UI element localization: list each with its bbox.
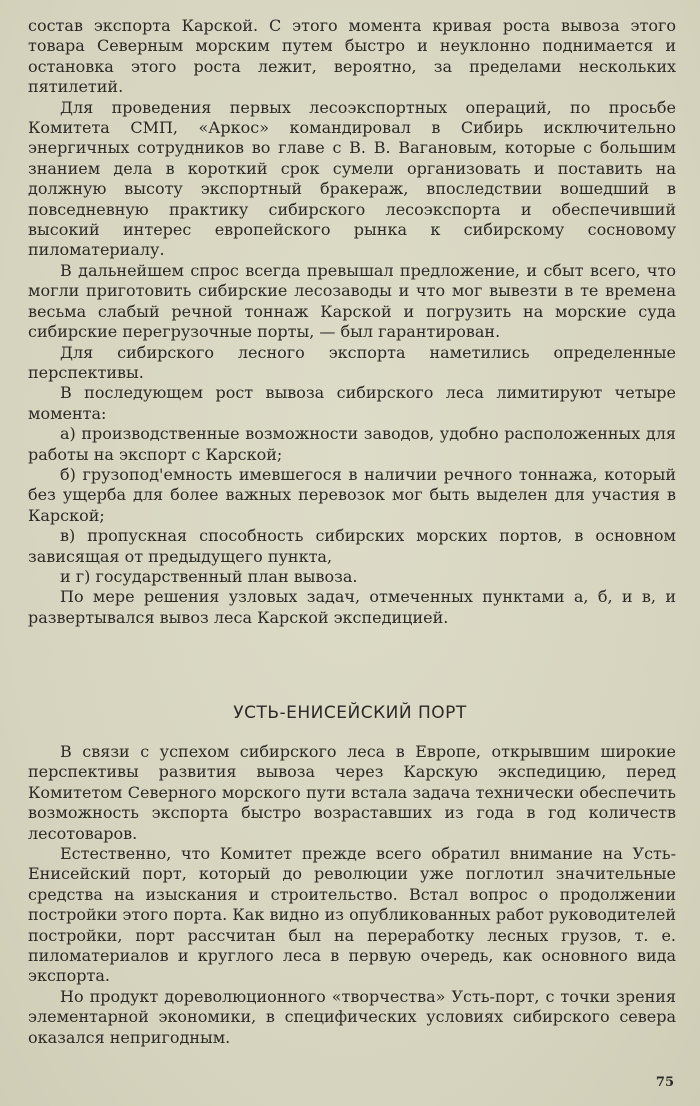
paragraph-demand: В дальнейшем спрос всегда превышал предложение, и сбыт всего, что могли приготовить сибирские лесозаводы и что мог вывезти в те времена весьма слабый речной тоннаж Карской и погрузить на морские суда сибирские перегрузочные порты, — был гарантирован. xyxy=(28,260,676,342)
paragraph-arkos: Для проведения первых лесоэкспортных операций, по просьбе Комитета СМП, «Аркос» командировал в Сибирь исключительно энергичных сотрудников во главе с В. В. Вагановым, которые с большим знанием дела в короткий срок сумели организовать и поставить на должную высоту экспортный бракераж, впоследствии вошедший в повседневную практику сибирского лесоэкспорта и обеспечивший высокий интерес европейского рынка к сибирскому сосновому пиломатериалу. xyxy=(28,97,676,260)
list-item-v: в) пропускная способность сибирских морских портов, в основном зависящая от предыдущего пункта, xyxy=(28,526,676,566)
body-text-section xyxy=(28,742,676,1048)
section-heading: УСТЬ-ЕНИСЕЙСКИЙ ПОРТ xyxy=(233,703,467,723)
paragraph-unsuitable: Но продукт дореволюционного «творчества» Усть-порт, с точки зрения элементарной экономики, в специфических условиях сибирского севера оказался непригодным. xyxy=(28,986,676,1047)
body-text-top xyxy=(28,16,676,628)
paragraph-continuation: состав экспорта Карской. С этого момента кривая роста вывоза этого товара Северным морским путем быстро и неуклонно поднимается и остановка этого роста лежит, вероятно, за пределами нескольких пятилетий. xyxy=(28,16,676,97)
paragraph-ust-yenisei: Естественно, что Комитет прежде всего обратил внимание на Усть-Енисейский порт, который до революции уже поглотил значительные средства на изыскания и строительство. Встал вопрос о продолжении постройки этого порта. Как видно из опубликованных работ руководителей постройки, порт рассчитан был на переработку лесных грузов, т. е. пиломатериалов и круглого леса в первую очередь, как основного вида экспорта. xyxy=(28,844,676,986)
paragraph-perspectives: Для сибирского лесного экспорта наметились определенные перспективы. xyxy=(28,342,676,382)
paragraph-success-europe: В связи с успехом сибирского леса в Европе, открывшим широкие перспективы развития вывоза через Карскую экспедицию, перед Комитетом Северного морского пути встала задача технически обеспечить возможность экспорта быстро возраставших из года в год количеств лесотоваров. xyxy=(28,742,676,843)
paragraph-four-factors: В последующем рост вывоза сибирского леса лимитируют четыре момента: xyxy=(28,383,676,423)
list-item-g: и г) государственный план вывоза. xyxy=(60,566,358,586)
list-item-a: а) производственные возможности заводов, удобно расположенных для работы на экспорт с Карской; xyxy=(28,424,676,464)
list-item-b: б) грузопод'емность имевшегося в наличии речного тоннажа, который без ущерба для более важных перевозок мог быть выделен для участия в Карской; xyxy=(28,464,676,525)
paragraph-conclusion: По мере решения узловых задач, отмеченных пунктами а, б, и в, и развертывался вывоз леса Карской экспедицией. xyxy=(28,587,676,627)
page-number: 75 xyxy=(655,1075,674,1090)
